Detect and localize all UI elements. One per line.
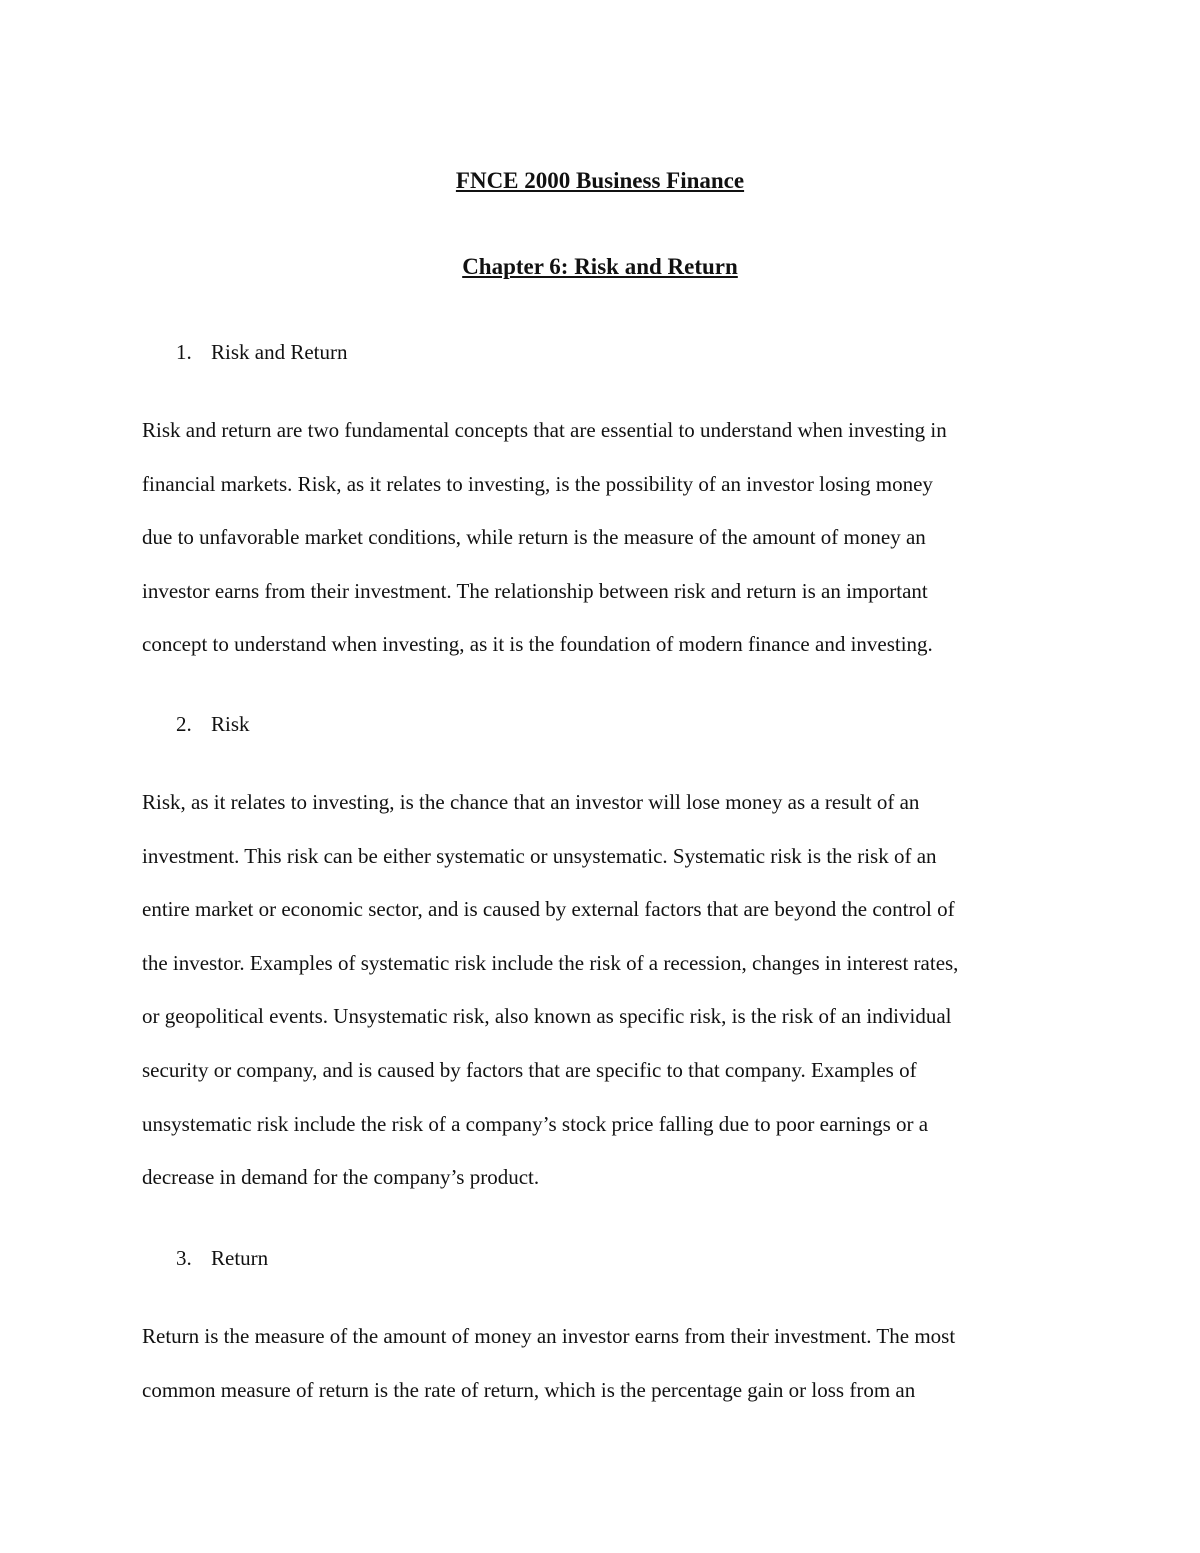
section-heading-text: Risk [211,712,250,736]
paragraph-return [142,1310,1072,1417]
paragraph-line: security or company, and is caused by factors that are specific to that company. Examples of [142,1057,917,1082]
section-heading-text: Return [211,1246,269,1270]
paragraph-line: Return is the measure of the amount of money an investor earns from their investment. The most [142,1324,956,1348]
paragraph-line: common measure of return is the rate of return, which is the percentage gain or loss from an [142,1377,916,1402]
paragraph-line: due to unfavorable market conditions, while return is the measure of the amount of money an [142,525,926,550]
document-title: FNCE 2000 Business Finance [455,168,745,193]
paragraph-risk [142,776,1072,1205]
paragraph-line: investment. This risk can be either systematic or unsystematic. Systematic risk is the risk of an [142,843,937,868]
paragraph-line: financial markets. Risk, as it relates to investing, is the possibility of an investor losing money [142,471,933,496]
paragraph-line: decrease in demand for the company’s product. [142,1165,540,1190]
paragraph-line: unsystematic risk include the risk of a company’s stock price falling due to poor earnings or a [142,1111,929,1136]
section-heading-risk-and-return [176,340,348,365]
paragraph-line: Risk, as it relates to investing, is the chance that an investor will lose money as a result of an [142,790,920,814]
section-heading-risk [176,712,250,737]
section-number: 3. [176,1246,192,1270]
paragraph-risk-and-return [142,404,1072,672]
paragraph-line: concept to understand when investing, as it is the foundation of modern finance and investing. [142,632,933,657]
section-heading-return [176,1246,268,1271]
paragraph-line: entire market or economic sector, and is caused by external factors that are beyond the control of [142,897,955,922]
paragraph-line: investor earns from their investment. The relationship between risk and return is an important [142,578,928,603]
section-number: 1. [176,340,192,364]
section-number: 2. [176,712,192,736]
paragraph-line: Risk and return are two fundamental concepts that are essential to understand when investing in [142,418,947,442]
paragraph-line: the investor. Examples of systematic risk include the risk of a recession, changes in interest rates, [142,950,959,975]
paragraph-line: or geopolitical events. Unsystematic risk, also known as specific risk, is the risk of an individual [142,1004,952,1029]
section-heading-text: Risk and Return [211,340,348,364]
chapter-title: Chapter 6: Risk and Return [462,254,738,279]
